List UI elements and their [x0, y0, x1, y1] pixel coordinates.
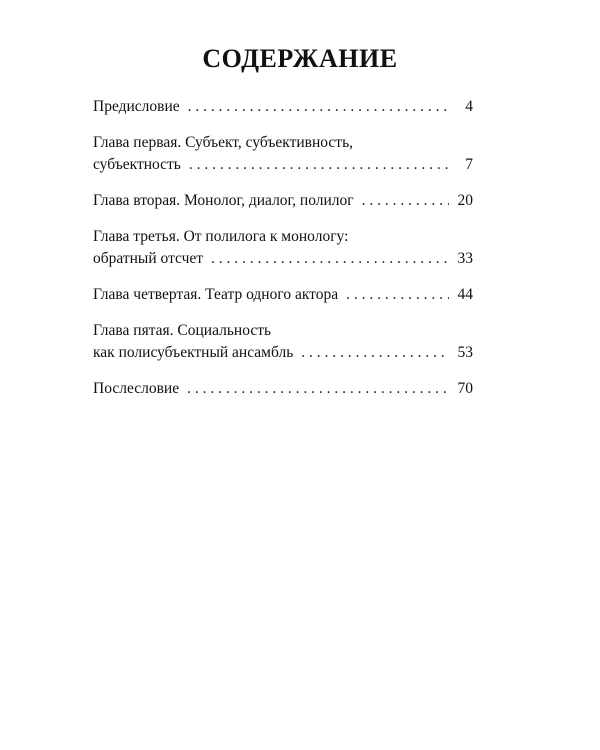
table-of-contents — [93, 96, 473, 414]
toc-entry-title: Предисловие — [93, 98, 180, 115]
toc-row — [93, 378, 473, 400]
toc-entry-title: обратный отсчет — [93, 250, 204, 267]
toc-row — [93, 284, 473, 306]
dot-leader — [187, 378, 449, 400]
toc-row — [93, 96, 473, 118]
dot-leader — [211, 248, 449, 270]
toc-page-number: 7 — [465, 156, 473, 173]
toc-row — [93, 248, 473, 270]
dot-leader — [346, 284, 449, 306]
toc-entry-title: субъектность — [93, 156, 181, 173]
toc-entry-chapter-1 — [93, 132, 473, 176]
toc-entry-chapter-2 — [93, 190, 473, 212]
toc-entry-chapter-4 — [93, 284, 473, 306]
toc-row — [93, 154, 473, 176]
toc-page-number: 4 — [465, 98, 473, 115]
toc-page-number: 70 — [457, 380, 473, 397]
toc-entry-preface — [93, 96, 473, 118]
toc-entry-title: как полисубъектный ансамбль — [93, 344, 294, 361]
toc-entry-title: Глава четвертая. Театр одного актора — [93, 286, 339, 303]
toc-entry-title-line: Глава третья. От полилога к монологу: — [93, 228, 349, 245]
page-title: СОДЕРЖАНИЕ — [202, 44, 398, 73]
toc-page-number: 44 — [457, 286, 473, 303]
toc-entry-afterword — [93, 378, 473, 400]
toc-entry-title: Глава вторая. Монолог, диалог, полилог — [93, 192, 354, 209]
toc-entry-chapter-3 — [93, 226, 473, 270]
dot-leader — [188, 96, 449, 118]
toc-row — [93, 190, 473, 212]
toc-entry-title: Послесловие — [93, 380, 180, 397]
toc-row — [93, 342, 473, 364]
toc-page-number: 33 — [457, 250, 473, 267]
toc-page-number: 53 — [457, 344, 473, 361]
toc-entry-title-line: Глава первая. Субъект, субъективность, — [93, 134, 354, 151]
toc-entry-title-line: Глава пятая. Социальность — [93, 322, 272, 339]
dot-leader — [362, 190, 449, 212]
toc-entry-chapter-5 — [93, 320, 473, 364]
dot-leader — [189, 154, 449, 176]
toc-page-number: 20 — [457, 192, 473, 209]
dot-leader — [301, 342, 449, 364]
